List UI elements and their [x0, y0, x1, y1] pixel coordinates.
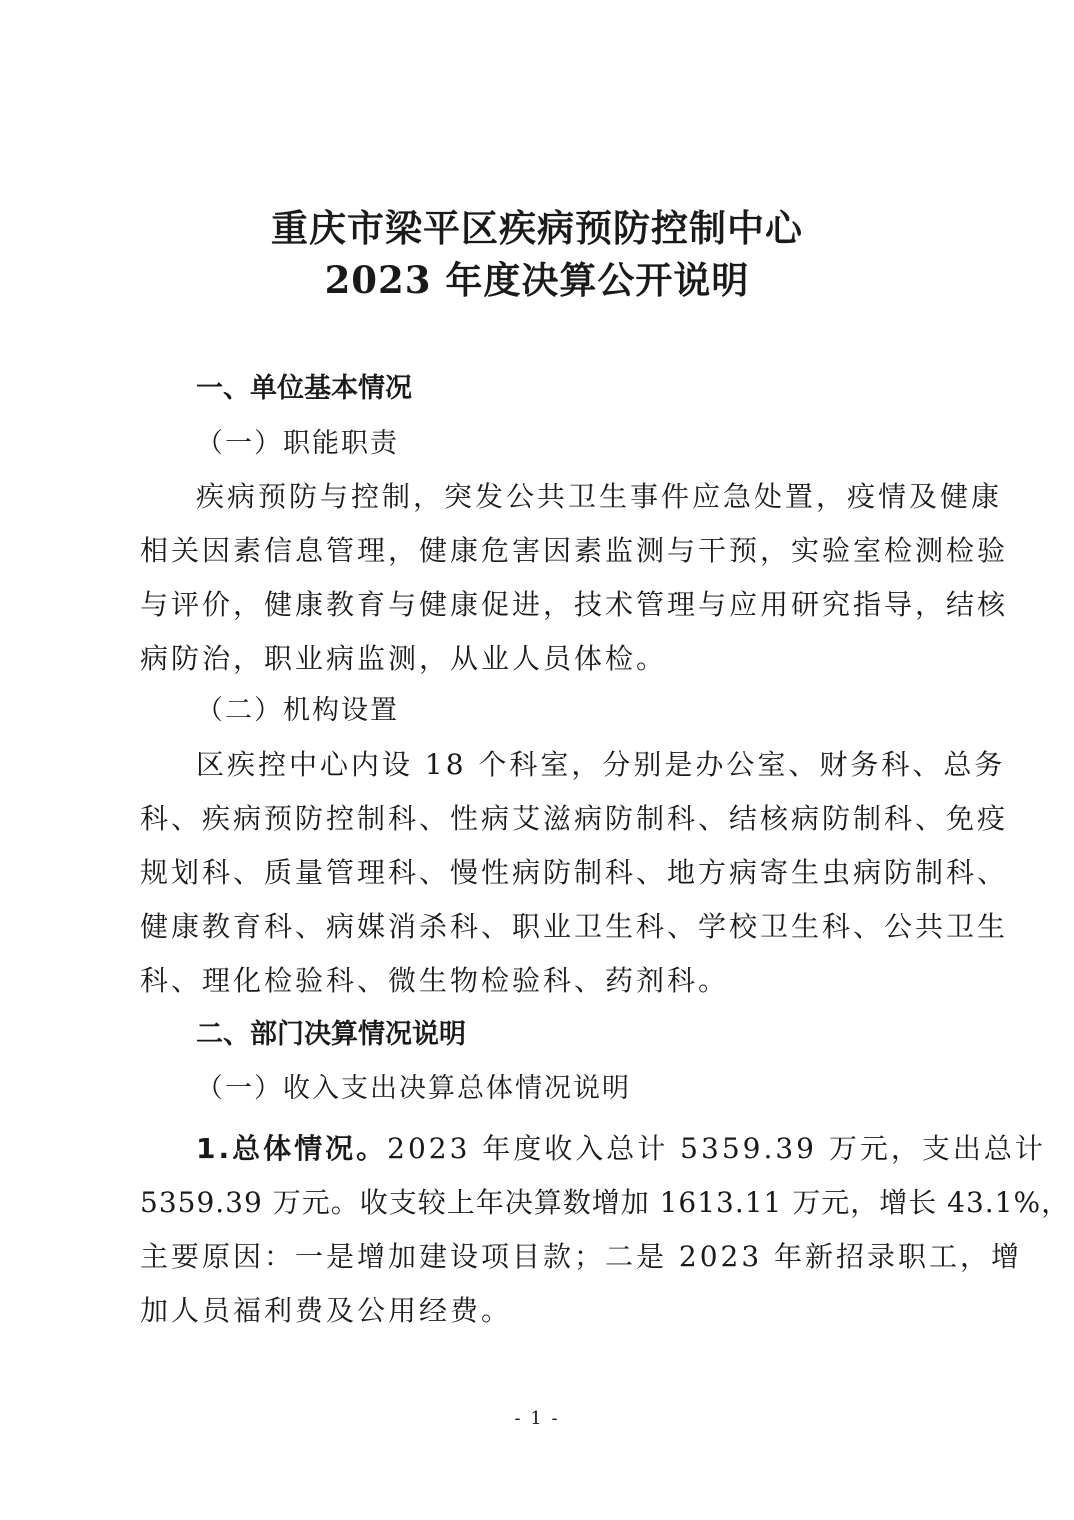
paragraph-line: 相关因素信息管理，健康危害因素监测与干预，实验室检测检验	[140, 534, 1009, 567]
section2-sub1-heading: （一）收入支出决算总体情况说明	[196, 1073, 631, 1104]
paragraph-line-rest: 2023 年度收入总计 5359.39 万元，支出总计	[387, 1132, 1046, 1165]
paragraph-line: 与评价，健康教育与健康促进，技术管理与应用研究指导，结核	[140, 588, 1009, 621]
paragraph-line: 病防治，职业病监测，从业人员体检。	[140, 642, 668, 675]
document-title-line1: 重庆市梁平区疾病预防控制中心	[271, 206, 803, 250]
section1-sub2-heading: （二）机构设置	[196, 695, 399, 726]
paragraph-line: 健康教育科、病媒消杀科、职业卫生科、学校卫生科、公共卫生	[140, 910, 1009, 943]
paragraph-line: 加人员福利费及公用经费。	[140, 1294, 513, 1327]
document-title-line2: 2023 年度决算公开说明	[324, 258, 750, 302]
paragraph-line: 疾病预防与控制，突发公共卫生事件应急处置，疫情及健康	[196, 480, 1003, 513]
paragraph-line	[196, 1127, 1046, 1167]
section2-heading: 二、部门决算情况说明	[196, 1019, 466, 1050]
paragraph-line: 科、理化检验科、微生物检验科、药剂科。	[140, 964, 730, 997]
paragraph-line: 科、疾病预防控制科、性病艾滋病防制科、结核病防制科、免疫	[140, 802, 1009, 835]
paragraph-line: 规划科、质量管理科、慢性病防制科、地方病寄生虫病防制科、	[140, 856, 1009, 889]
paragraph-line: 主要原因：一是增加建设项目款；二是 2023 年新招录职工，增	[140, 1240, 1023, 1273]
paragraph-lead: 1.总体情况。	[196, 1132, 388, 1165]
paragraph-line: 区疾控中心内设 18 个科室，分别是办公室、财务科、总务	[196, 748, 1006, 781]
section1-sub1-heading: （一）职能职责	[196, 428, 399, 459]
section1-heading: 一、单位基本情况	[196, 373, 412, 404]
page-number: - 1 -	[514, 1408, 560, 1429]
paragraph-line: 5359.39 万元。收支较上年决算数增加 1613.11 万元，增长 43.1%，	[140, 1186, 1071, 1219]
